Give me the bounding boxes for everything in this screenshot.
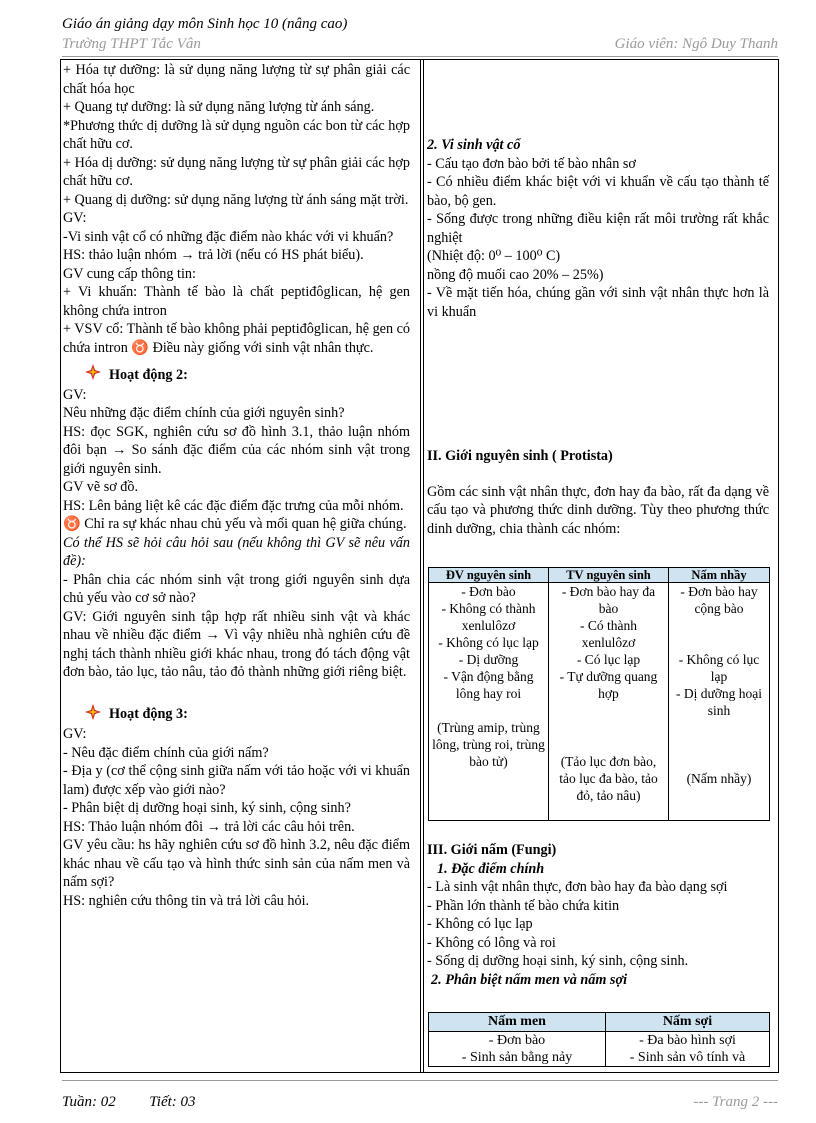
period-label: Tiết: 03 <box>149 1094 196 1110</box>
text-line: HS: Thảo luận nhóm đôi → trả lời các câu hỏi trên. <box>63 818 355 835</box>
table-header: ĐV nguyên sinh <box>429 568 549 583</box>
text-line: GV cung cấp thông tin: <box>63 265 196 282</box>
fungi-line: - Là sinh vật nhân thực, đơn bào hay đa bào dạng sợi <box>427 879 728 895</box>
table-cell: - Đơn bào hay đa bào - Có thành xenlulôzơ - Có lục lạp - Tự dưỡng quang hợp (Tảo lục đơn bào, tảo lục đa bào, tảo đỏ, tảo nâu) <box>549 583 669 821</box>
text-line: HS: Lên bảng liệt kê các đặc điểm đặc trưng của mỗi nhóm. <box>63 497 404 514</box>
column-divider-2 <box>423 59 424 1073</box>
fungi-line: - Phần lớn thành tế bào chứa kitin <box>427 897 620 914</box>
document-title: Giáo án giảng dạy môn Sinh học 10 (nâng cao) <box>62 16 348 32</box>
section-heading-fungi: III. Giới nấm (Fungi) <box>427 842 557 858</box>
page-number: --- Trang 2 --- <box>693 1094 778 1110</box>
text-line: HS: nghiên cứu thông tin và trả lời câu hỏi. <box>63 892 310 909</box>
teacher-name: Giáo viên: Ngô Duy Thanh <box>614 36 778 52</box>
italic-note: Có thể HS sẽ hỏi câu hỏi sau (nếu không thì GV sẽ nêu vấn đề): <box>63 534 410 569</box>
text-line: -Vi sinh vật cổ có những đặc điểm nào khác với vi khuẩn? <box>63 228 394 245</box>
text-line: HS: đọc SGK, nghiên cứu sơ đồ hình 3.1, thảo luận nhóm đôi bạn → So sánh đặc điểm của các nhóm sinh vật trong giới nguyên sinh. <box>63 423 410 477</box>
fungi-line: - Sống dị dưỡng hoại sinh, ký sinh, cộng sinh. <box>427 953 689 969</box>
table-header: Nấm nhầy <box>669 568 770 583</box>
header-divider <box>62 56 778 57</box>
vsv-co-line: (Nhiệt độ: 0⁰ – 100⁰ C) <box>427 248 561 264</box>
activity-heading-text: Hoạt động 2: <box>109 366 188 383</box>
text-line: - Phân chia các nhóm sinh vật trong giới nguyên sinh dựa chủ yếu vào cơ sở nào? <box>63 571 410 606</box>
protista-table <box>428 567 770 821</box>
table-cell: - Đơn bào hay cộng bào - Không có lục lạp - Dị dưỡng hoại sinh (Nấm nhầy) <box>669 583 770 821</box>
text-line: GV: Giới nguyên sinh tập hợp rất nhiều sinh vật và khác nhau về nhiều đặc điểm → Vì vậy nhiều nhà nghiên cứu đề nghị tách thành nhiều giới khác nhau, trong đó tách động vật đơn bào, tảo lục, tảo nâu, tảo đỏ thành những giới riêng biệt. <box>63 608 410 680</box>
text-line: + Hóa tự dưỡng: là sử dụng năng lượng từ sự phân giải các chất hóa học <box>63 62 410 97</box>
vsv-co-line: - Có nhiều điểm khác biệt với vi khuẩn về cấu tạo thành tế bào, bộ gen. <box>427 174 769 209</box>
table-header: Nấm sợi <box>606 1013 770 1032</box>
fungi-line: - Không có lông và roi <box>427 934 556 951</box>
footer-divider <box>62 1080 778 1081</box>
page-header <box>62 16 778 54</box>
fungi-line: - Không có lục lạp <box>427 916 533 932</box>
text-line: GV: <box>63 726 87 742</box>
text-line: + Hóa dị dưỡng: sử dụng năng lượng từ sự phân giải các hợp chất hữu cơ. <box>63 154 410 189</box>
page-footer <box>62 1093 778 1111</box>
text-line: Nêu những đặc điểm chính của giới nguyên sinh? <box>63 405 345 421</box>
vsv-co-line: - Về mặt tiến hóa, chúng gần với sinh vật nhân thực hơn là vi khuẩn <box>427 285 769 320</box>
text-line: GV: <box>63 210 87 226</box>
vsv-co-line: - Cấu tạo đơn bào bởi tế bào nhân sơ <box>427 155 636 172</box>
text-line: HS: thảo luận nhóm → trả lời (nếu có HS phát biểu). <box>63 247 364 263</box>
table-header: TV nguyên sinh <box>549 568 669 583</box>
text-line: *Phương thức dị dưỡng là sử dụng nguồn các bon từ các hợp chất hữu cơ. <box>63 117 410 152</box>
table-cell: - Sinh sản vô tính và <box>606 1049 770 1067</box>
table-cell: - Sinh sản bằng nảy <box>429 1049 606 1067</box>
week-label: Tuần: 02 <box>62 1094 116 1110</box>
section-heading-vsv-co: 2. Vi sinh vật cổ <box>427 137 521 153</box>
text-line: GV vẽ sơ đồ. <box>63 479 139 495</box>
text-line: ♉ Chỉ ra sự khác nhau chủ yếu và mối quan hệ giữa chúng. <box>63 516 407 532</box>
school-name: Trường THPT Tắc Vân <box>62 36 201 52</box>
column-divider-1 <box>420 59 421 1073</box>
text-line: - Nêu đặc điểm chính của giới nấm? <box>63 744 269 761</box>
star-bullet-icon <box>85 364 101 386</box>
table-cell: - Đơn bào <box>429 1032 606 1050</box>
vsv-co-line: - Sống được trong những điều kiện rất môi trường rất khắc nghiệt <box>427 211 769 246</box>
text-line: GV: <box>63 386 87 403</box>
activity-heading <box>63 704 410 726</box>
fungi-subheading-1: 1. Đặc điểm chính <box>437 860 545 877</box>
activity-heading <box>63 364 410 386</box>
text-line: GV yêu cầu: hs hãy nghiên cứu sơ đồ hình 3.2, nêu đặc điểm khác nhau về cấu tạo và hình thức sinh sản của nấm men và nấm sợi? <box>63 837 410 890</box>
vsv-co-line: nồng độ muối cao 20% – 25%) <box>427 266 604 283</box>
text-line: + Vi khuẩn: Thành tế bào là chất peptiđôglican, hệ gen không chứa intron <box>63 284 410 319</box>
table-cell: - Đa bào hình sợi <box>606 1032 770 1050</box>
text-line: + Quang dị dưỡng: sử dụng năng lượng từ ánh sáng mặt trời. <box>63 191 409 208</box>
text-line: + VSV cổ: Thành tế bào không phải peptiđôglican, hệ gen có chứa intron ♉ Điều này giống với sinh vật nhân thực. <box>63 321 410 356</box>
protista-intro: Gồm các sinh vật nhân thực, đơn hay đa bào, rất đa dạng về cấu tạo và phương thức dinh dưỡng. Tùy theo phương thức dinh dưỡng, chia thành các nhóm: <box>427 483 769 537</box>
star-bullet-icon <box>85 704 101 726</box>
section-heading-protista: II. Giới nguyên sinh ( Protista) <box>427 448 613 464</box>
fungi-subheading-2: 2. Phân biệt nấm men và nấm sợi <box>431 971 628 988</box>
table-cell: - Đơn bào - Không có thành xenlulôzơ - Không có lục lạp - Dị dưỡng - Vận động bằng lông hay roi (Trùng amip, trùng lông, trùng roi, trùng bào tử) <box>429 583 549 821</box>
table-header: Nấm men <box>429 1013 606 1032</box>
activity-heading-text: Hoạt động 3: <box>109 706 188 722</box>
vsv-co-lines <box>427 155 769 322</box>
text-line: - Địa y (cơ thể cộng sinh giữa nấm với tảo hoặc với vi khuẩn lam) được xếp vào giới nào? <box>63 763 410 798</box>
fungi-lines <box>427 878 769 971</box>
text-line: - Phân biệt dị dưỡng hoại sinh, ký sinh, cộng sinh? <box>63 800 351 816</box>
text-line: + Quang tự dưỡng: là sử dụng năng lượng từ ánh sáng. <box>63 99 375 115</box>
teacher-activities-column <box>63 61 410 910</box>
fungi-table <box>428 1012 770 1067</box>
